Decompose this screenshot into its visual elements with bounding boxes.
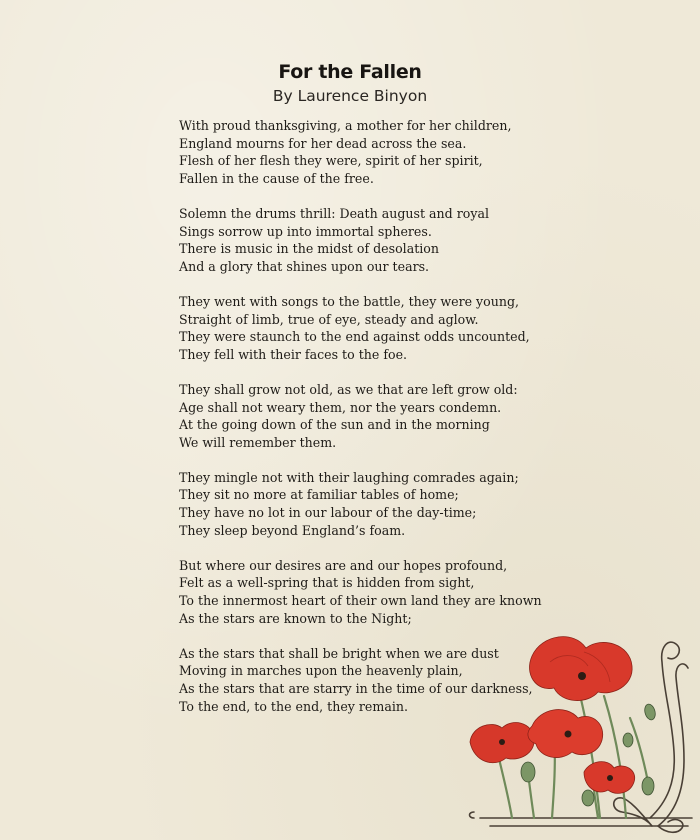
stanza [179,117,559,187]
poem-line: We will remember them. [179,434,337,450]
poem-line: But where our desires are and our hopes profound, [179,557,508,573]
poem-line: There is music in the midst of desolation [179,241,439,257]
poem-line: England mourns for her dead across the sea. [179,135,467,151]
poem-line: To the end, to the end, they remain. [179,698,408,714]
poem-line: They mingle not with their laughing comrades again; [179,469,519,485]
poem-line: They shall grow not old, as we that are left grow old: [179,381,518,397]
poem-author: By Laurence Binyon [272,87,428,105]
poem-line: Age shall not weary them, nor the years condemn. [179,399,502,415]
poppy-flowers-icon [462,622,700,840]
poem-line: They sit no more at familiar tables of home; [179,487,459,503]
poem-line: At the going down of the sun and in the morning [179,417,490,433]
poem-line: To the innermost heart of their own land they are known [179,593,542,609]
poem-line: Solemn the drums thrill: Death august and royal [179,205,489,221]
poem-line: As the stars that are starry in the time of our darkness, [179,681,533,696]
poem-line: They sleep beyond England’s foam. [179,522,406,538]
poem-line: With proud thanksgiving, a mother for her children, [179,118,512,133]
poem-title: For the Fallen [278,61,422,83]
poem-line: They were staunch to the end against odds uncounted, [179,329,530,345]
stanza [179,293,559,363]
poem-line: Felt as a well-spring that is hidden from sight, [179,575,475,591]
poem-line: Flesh of her flesh they were, spirit of her spirit, [179,153,483,169]
poem-line: Moving in marches upon the heavenly plain, [179,663,463,679]
stanza [179,469,559,539]
stanza [179,381,559,451]
poem-line: Fallen in the cause of the free. [179,170,374,186]
poem-line: They went with songs to the battle, they were young, [179,293,520,309]
poem-line: As the stars that shall be bright when we are dust [179,645,499,661]
poem-line: Sings sorrow up into immortal spheres. [179,223,432,239]
poem-line: And a glory that shines upon our tears. [179,258,430,274]
stanza [179,205,559,275]
stanza [179,557,559,627]
poem-line: They have no lot in our labour of the day-time; [179,505,477,521]
poem-line: As the stars are known to the Night; [179,610,412,626]
poem-line: Straight of limb, true of eye, steady and aglow. [179,311,479,327]
poem-line: They fell with their faces to the foe. [179,346,408,362]
